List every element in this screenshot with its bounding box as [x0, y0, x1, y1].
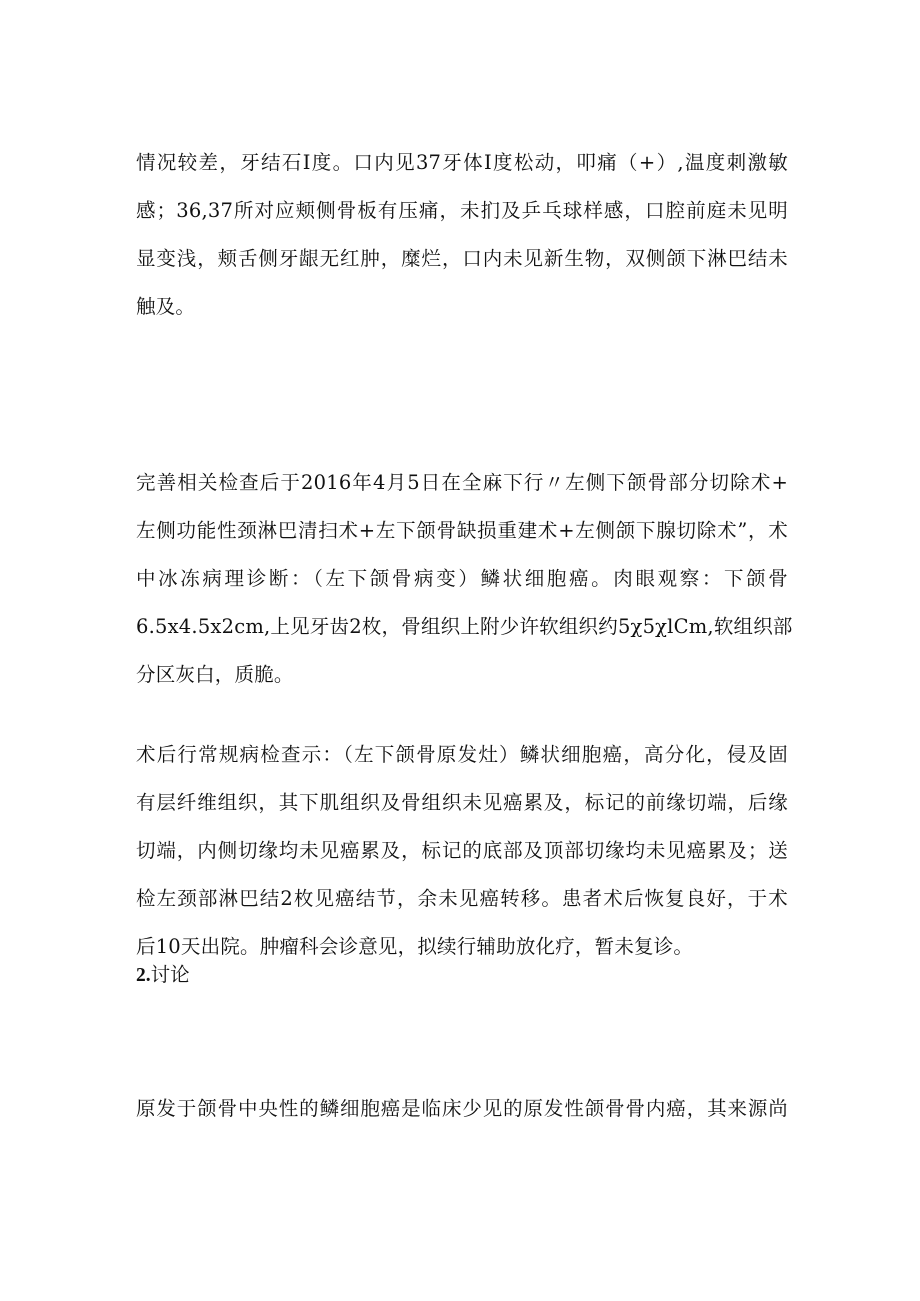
paragraph-line: 检左颈部淋巴结2枚见癌结节，余未见癌转移。患者术后恢复良好，于术	[136, 887, 788, 910]
paragraph-line: 后10天出院。肿瘤科会诊意见，拟续行辅助放化疗，暂未复诊。	[136, 935, 694, 958]
paragraph-4	[136, 1085, 788, 1133]
paragraph-line: 术后行常规病检查示：（左下颌骨原发灶）鳞状细胞癌，高分化，侵及固	[136, 743, 788, 766]
paragraph-line: 显变浅，颊舌侧牙龈无红肿，糜烂，口内未见新生物，双侧颌下淋巴结未	[136, 247, 788, 270]
paragraph-line: 触及。	[136, 295, 196, 318]
paragraph-1	[136, 139, 788, 331]
paragraph-line: 完善相关检查后于2016年4月5日在全麻下行〃左侧下颌骨部分切除术+	[136, 471, 788, 494]
section-number: 2.	[136, 965, 151, 986]
paragraph-line: 分区灰白，质脆。	[136, 663, 294, 686]
paragraph-line: 情况较差，牙结石I度。口内见37牙体I度松动，叩痛（+）,温度刺激敏	[136, 151, 788, 174]
section-title: 讨论	[150, 963, 190, 986]
paragraph-line: 原发于颌骨中央性的鳞细胞癌是临床少见的原发性颌骨骨内癌，其来源尚	[136, 1097, 788, 1120]
paragraph-3	[136, 731, 788, 971]
paragraph-line: 切端，内侧切缘均未见癌累及，标记的底部及顶部切缘均未见癌累及；送	[136, 839, 788, 862]
section-heading	[136, 960, 190, 991]
paragraph-2	[136, 459, 793, 699]
paragraph-line: 6.5x4.5x2cm,上见牙齿2枚，骨组织上附少许软组织约5χ5χlCm,软组织部	[136, 615, 793, 638]
paragraph-line: 有层纤维组织，其下肌组织及骨组织未见癌累及，标记的前缘切端，后缘	[136, 791, 788, 814]
paragraph-line: 感；36,37所对应颊侧骨板有压痛，未扪及乒乓球样感，口腔前庭未见明	[136, 199, 788, 222]
paragraph-line: 中冰冻病理诊断：（左下颌骨病变）鳞状细胞癌。肉眼观察：下颌骨	[136, 567, 788, 590]
paragraph-line: 左侧功能性颈淋巴清扫术+左下颌骨缺损重建术+左侧颌下腺切除术”，术	[136, 519, 788, 542]
